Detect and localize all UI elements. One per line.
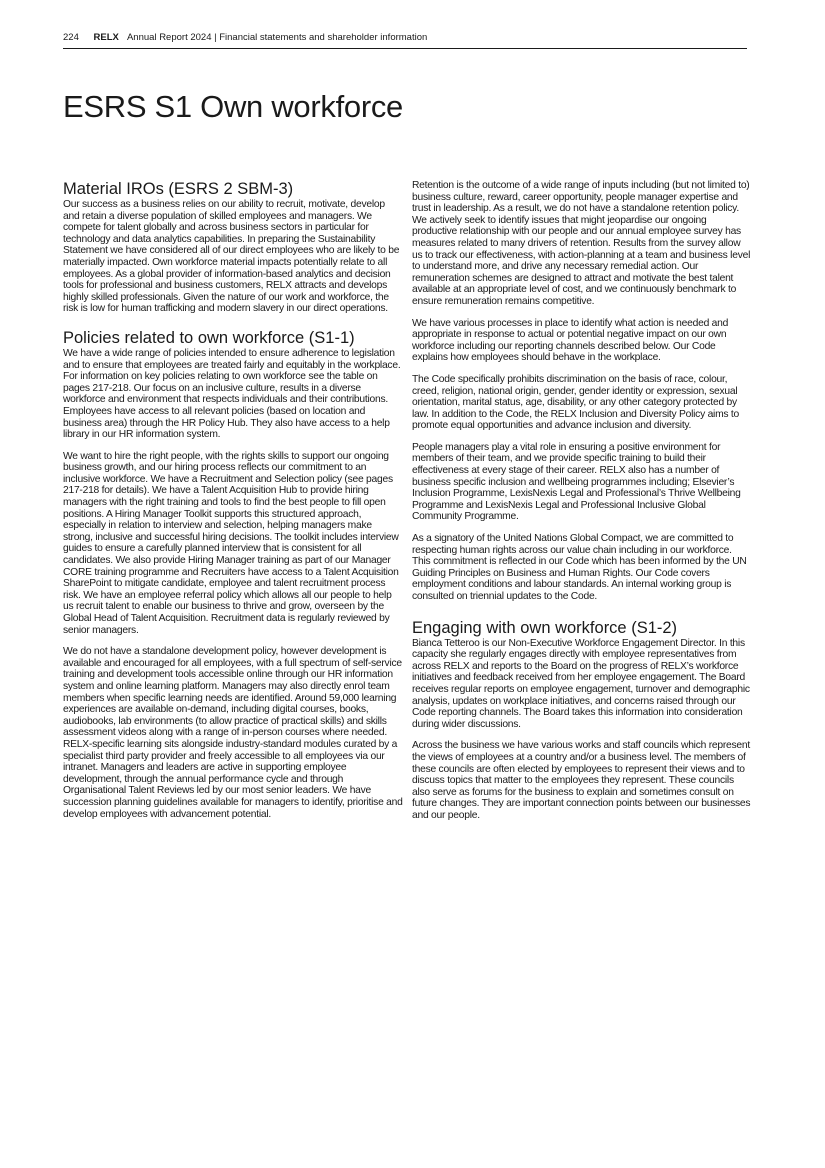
section-heading: Policies related to own workforce (S1-1) xyxy=(63,328,355,347)
paragraph: Bianca Tetteroo is our Non-Executive Workforce Engagement Director. In this capacity she regularly engages directly with employee representatives from across RELX and reports to the Board on the progress of RELX’s workforce initiatives and feedback received from her employee engagement. The Board receives regular reports on employee engagement, turnover and demographic analysis, updates on workplace initiatives, and concerns raised through our Code reporting channels. The Board takes this information into consideration during wider discussions. xyxy=(412,637,750,730)
paragraph: As a signatory of the United Nations Global Compact, we are committed to respecting human rights across our value chain including in our workforce. This commitment is reflected in our Code which has been informed by the UN Guiding Principles on Business and Human Rights. Our Code covers employment conditions and labour standards. An internal working group is consulted on triennial updates to the Code. xyxy=(412,533,747,602)
brand-name: RELX xyxy=(93,32,119,43)
section-engaging xyxy=(412,619,752,822)
section-policies xyxy=(63,329,403,820)
section-heading: Engaging with own workforce (S1-2) xyxy=(412,618,678,637)
paragraph: We want to hire the right people, with the rights skills to support our ongoing business growth, and our hiring process reflects our commitment to an inclusive workforce. We have a Recruitment and Selection policy (see pages 217-218 for details). We have a Talent Acquisition Hub to provide hiring managers with the right training and tools to find the best people to fill open positions. A Hiring Manager Toolkit supports this structured approach, especially in relation to interview and selection, helping managers make strong, inclusive and successful hiring decisions. The toolkit includes interview guides to ensure a carefully planned interview that is consistent for all candidates. We also provide Hiring Manager training as part of our Manager CORE training programme and Recruiters have access to a Talent Acquisition SharePoint to mitigate candidate, employee and talent recruitment process risk. We have an employee referral policy which allows all our people to help us recruit talent to enable our business to thrive and grow, overseen by the Global Head of Talent Acquisition. Recruitment data is regularly reviewed by senior managers. xyxy=(63,450,399,636)
page-title: ESRS S1 Own workforce xyxy=(63,89,403,124)
paragraph: We have various processes in place to identify what action is needed and appropriate in response to actual or potential negative impact on our own workforce including our reporting channels described below. Our Code explains how employees should behave in the workplace. xyxy=(412,317,729,364)
section-material-iros xyxy=(63,180,403,315)
section-policies-continued xyxy=(412,180,752,603)
page-number: 224 xyxy=(63,32,79,43)
report-title: Annual Report 2024 | Financial statements and shareholder information xyxy=(126,32,428,43)
left-column xyxy=(63,180,403,830)
paragraph: We do not have a standalone development policy, however development is available and encouraged for all employees, with a full spectrum of self-service training and development tools accessible online through our HR information system and online learning platform. Managers may also directly enrol team members when specific learning needs are identified. Around 59,000 learning experiences are available on-demand, including digital courses, books, audiobooks, lab environments (to allow practice of practical skills) and skills assessment videos along with a range of in-person courses where needed. RELX-specific learning sits alongside industry-standard modules curated by a specialist third party provider and freely accessible to all employees via our intranet. Managers and leaders are active in supporting employee development, through the annual performance cycle and through Organisational Talent Reviews led by our most senior leaders. We have succession planning guidelines available for managers to identify, prioritise and develop employees with advancement potential. xyxy=(63,646,403,820)
paragraph: Retention is the outcome of a wide range of inputs including (but not limited to) business culture, reward, career opportunity, people manager expertise and trust in leadership. As a result, we do not have a standalone retention policy. We actively seek to identify issues that might jeopardise our ongoing productive relationship with our people and our annual employee survey has measures related to many drivers of retention. Results from the survey allow us to track our effectiveness, with action-planning at a team and business level to understand more, and drive any necessary remedial action. Our remuneration schemes are designed to attract and motivate the best talent available at an appropriate level of cost, and we continuously benchmark to ensure remuneration remains competitive. xyxy=(412,180,751,307)
paragraph: We have a wide range of policies intended to ensure adherence to legislation and to ensure that employees are treated fairly and equitably in the workplace. For information on key policies relating to own workforce see the table on pages 217-218. Our focus on an inclusive culture, results in a diverse workforce and environment that respects individuals and their contributions. Employees have access to all relevant policies (based on location and business area) through the HR Policy Hub. They also have access to a help library in our HR information system. xyxy=(63,347,401,441)
section-heading: Material IROs (ESRS 2 SBM-3) xyxy=(63,180,294,198)
paragraph: People managers play a vital role in ensuring a positive environment for members of their team, and we provide specific training to build their effectiveness at every stage of their career. RELX also has a number of business specific inclusion and wellbeing programmes including; Elsevier’s Inclusion Programme, LexisNexis Legal and Professional’s Thrive Wellbeing Programme and LexisNexis Legal and Professional Inclusive Global Community Programme. xyxy=(412,441,741,523)
paragraph: Across the business we have various works and staff councils which represent the views of employees at a country and/or a business level. The members of these councils are often elected by employees to represent their views and to discuss topics that matter to the employees they represent. These councils also serve as forums for the business to explain and sometimes consult on future changes. They are important connection points between our businesses and our people. xyxy=(412,740,751,821)
page-header xyxy=(63,31,747,49)
paragraph: The Code specifically prohibits discrimination on the basis of race, colour, creed, religion, national origin, gender, gender identity or expression, sexual orientation, marital status, age, disability, or any other category protected by law. In addition to the Code, the RELX Inclusion and Diversity Policy aims to promote equal opportunities and advance inclusion and diversity. xyxy=(412,373,740,432)
right-column xyxy=(412,180,752,832)
paragraph: Our success as a business relies on our ability to recruit, motivate, develop and retain a diverse population of skilled employees and managers. We compete for talent globally and across business sectors in particular for technology and data analytics capabilities. In preparing the Sustainability Statement we have considered all of our direct employees who are likely to be materially impacted. Own workforce material impacts potentially relate to all employees. As a global provider of information-based analytics and decision tools for professional and business customers, RELX attracts and develops highly skilled professionals. Given the nature of our work and workforce, the risk is low for human trafficking and modern slavery in our direct operations. xyxy=(63,199,400,315)
